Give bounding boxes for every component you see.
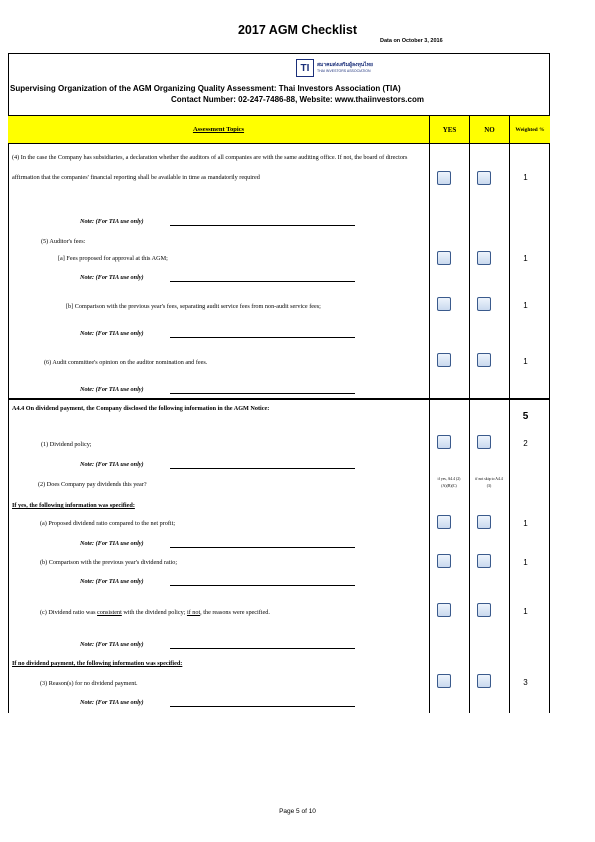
- dividend-policy-weight: 2: [523, 439, 528, 448]
- dividend-ratio-no-checkbox[interactable]: [477, 515, 491, 529]
- organization-name: Supervising Organization of the AGM Organizing Quality Assessment: Thai Investors Association (TIA): [10, 84, 401, 93]
- note-field[interactable]: [170, 468, 355, 469]
- note-field[interactable]: [170, 706, 355, 707]
- item-4-yes-checkbox[interactable]: [437, 171, 451, 185]
- note-label: Note: (For TIA use only): [80, 540, 144, 547]
- no-dividend-reason-weight: 3: [523, 678, 528, 687]
- note-field[interactable]: [170, 648, 355, 649]
- item-6-yes-checkbox[interactable]: [437, 353, 451, 367]
- note-label: Note: (For TIA use only): [80, 699, 144, 706]
- item-5a-weight: 1: [523, 254, 528, 263]
- dividend-ratio-text: (a) Proposed dividend ratio compared to the net profit;: [40, 520, 176, 527]
- column-assessment-topics: Assessment Topics: [192, 126, 245, 133]
- item-6-no-checkbox[interactable]: [477, 353, 491, 367]
- logo-thai-name: สมาคมส่งเสริมผู้ลงทุนไทย: [317, 62, 373, 68]
- previous-ratio-weight: 1: [523, 558, 528, 567]
- contact-info: Contact Number: 02-247-7486-88, Website: www.thaiinvestors.com: [171, 95, 424, 104]
- note-label: Note: (For TIA use only): [80, 218, 144, 225]
- no-dividend-reason-text: (3) Reason(s) for no dividend payment.: [40, 680, 138, 687]
- note-label: Note: (For TIA use only): [80, 274, 144, 281]
- note-label: Note: (For TIA use only): [80, 461, 144, 468]
- item-5a-yes-checkbox[interactable]: [437, 251, 451, 265]
- previous-ratio-text: (b) Comparison with the previous year's dividend ratio;: [40, 559, 178, 566]
- dividend-policy-yes-checkbox[interactable]: [437, 435, 451, 449]
- note-field[interactable]: [170, 547, 355, 548]
- ratio-consistency-no-checkbox[interactable]: [477, 603, 491, 617]
- column-weighted: Weighted %: [509, 116, 550, 143]
- note-field[interactable]: [170, 337, 355, 338]
- page-title: 2017 AGM Checklist: [237, 23, 358, 37]
- column-no: NO: [469, 116, 509, 143]
- section-divider: [8, 398, 550, 400]
- ratio-consistency-text: (c) Dividend ratio was consistent with the dividend policy; if not, the reasons were specified.: [40, 609, 270, 616]
- section-a44-title: A4.4 On dividend payment, the Company disclosed the following information in the AGM Notice:: [12, 405, 270, 412]
- note-label: Note: (For TIA use only): [80, 578, 144, 585]
- note-label: Note: (For TIA use only): [80, 641, 144, 648]
- tia-logo-icon: TI: [296, 59, 314, 77]
- item-6-text: (6) Audit committee's opinion on the auditor nomination and fees.: [44, 359, 208, 366]
- item-5b-yes-checkbox[interactable]: [437, 297, 451, 311]
- note-field[interactable]: [170, 225, 355, 226]
- page-number: Page 5 of 10: [279, 808, 316, 815]
- note-label: Note: (For TIA use only): [80, 386, 144, 393]
- ratio-consistency-weight: 1: [523, 607, 528, 616]
- column-divider: [509, 144, 510, 713]
- dividend-policy-text: (1) Dividend policy;: [41, 441, 92, 448]
- item-5b-no-checkbox[interactable]: [477, 297, 491, 311]
- table-header: [8, 116, 550, 144]
- note-field[interactable]: [170, 393, 355, 394]
- no-dividend-reason-no-checkbox[interactable]: [477, 674, 491, 688]
- note-field[interactable]: [170, 585, 355, 586]
- column-yes: YES: [429, 116, 469, 143]
- logo-english-name: THAI INVESTORS ASSOCIATION: [317, 69, 371, 73]
- data-date: Data on October 3, 2016: [380, 38, 443, 44]
- item-5b-weight: 1: [523, 301, 528, 310]
- column-divider: [429, 144, 430, 713]
- column-divider: [469, 144, 470, 713]
- no-dividend-reason-yes-checkbox[interactable]: [437, 674, 451, 688]
- dividend-ratio-yes-checkbox[interactable]: [437, 515, 451, 529]
- dividend-ratio-weight: 1: [523, 519, 528, 528]
- item-4-text: (4) In the case the Company has subsidiaries, a declaration whether the auditors of all companies are with the same auditing office. If not, the board of directors affirmation that the companies' financial reporting shall be available in time as mandatorily required: [12, 154, 408, 181]
- item-5a-no-checkbox[interactable]: [477, 251, 491, 265]
- no-skip-hint: if not skip to A4.4 (3): [475, 477, 503, 488]
- if-no-heading: If no dividend payment, the following information was specified:: [12, 660, 183, 667]
- previous-ratio-yes-checkbox[interactable]: [437, 554, 451, 568]
- previous-ratio-no-checkbox[interactable]: [477, 554, 491, 568]
- item-5-text: (5) Auditor's fees:: [41, 238, 86, 245]
- item-5a-text: [a] Fees proposed for approval at this AGM;: [58, 255, 168, 262]
- item-5b-text: [b] Comparison with the previous year's fees, separating audit service fees from non-audit service fees;: [66, 303, 321, 310]
- if-yes-heading: If yes, the following information was specified:: [12, 502, 135, 509]
- yes-skip-hint: if yes, A4.4 (2) (A)(B)(C): [437, 477, 461, 488]
- ratio-consistency-yes-checkbox[interactable]: [437, 603, 451, 617]
- section-a44-weight: 5: [522, 411, 529, 422]
- item-6-weight: 1: [523, 357, 528, 366]
- pay-dividends-question: (2) Does Company pay dividends this year?: [38, 481, 147, 488]
- dividend-policy-no-checkbox[interactable]: [477, 435, 491, 449]
- item-4-weight: 1: [523, 173, 528, 182]
- note-label: Note: (For TIA use only): [80, 330, 144, 337]
- note-field[interactable]: [170, 281, 355, 282]
- tia-logo: [296, 58, 388, 78]
- item-4-no-checkbox[interactable]: [477, 171, 491, 185]
